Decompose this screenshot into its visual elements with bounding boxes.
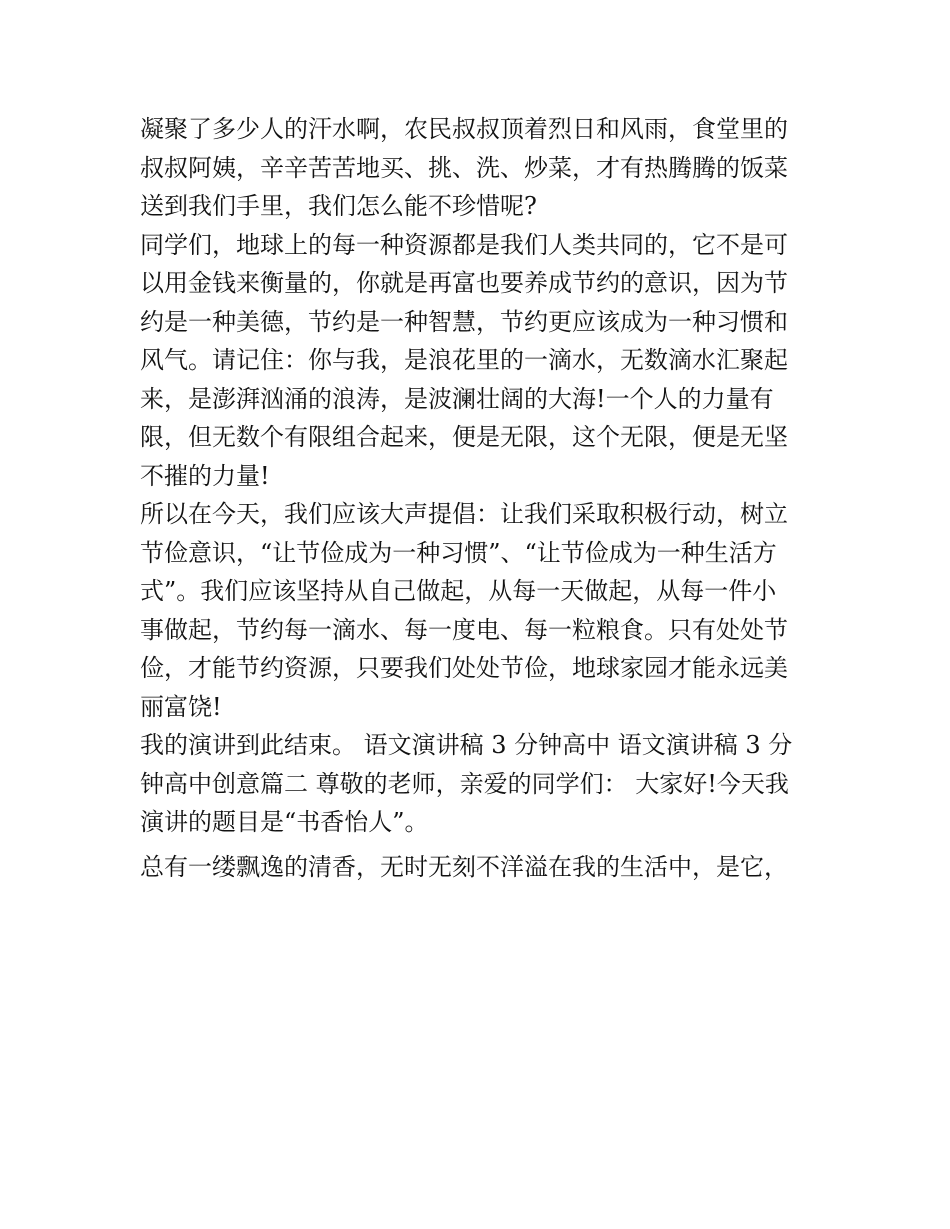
text-line: 风气。请记住：你与我，是浪花里的一滴水，无数滴水汇聚起 — [140, 346, 788, 374]
text-line: 钟高中创意篇二 尊敬的老师，亲爱的同学们： 大家好!今天我 — [140, 769, 789, 798]
text-line: 来，是澎湃汹涌的浪涛，是波澜壮阔的大海!一个人的力量有 — [140, 384, 774, 413]
text-line: 以用金钱来衡量的，你就是再富也要养成节约的意识，因为节 — [140, 269, 788, 297]
text-line: 所以在今天，我们应该大声提倡：让我们采取积极行动，树立 — [140, 500, 788, 528]
text-line: 我的演讲到此结束。 语文演讲稿 3 分钟高中 语文演讲稿 3 分 — [140, 731, 793, 759]
text-line: 节俭意识，“让节俭成为一种习惯”、“让节俭成为一种生活方 — [140, 538, 777, 567]
text-line: 叔叔阿姨，辛辛苦苦地买、挑、洗、炒菜，才有热腾腾的饭菜 — [140, 153, 788, 182]
text-line: 约是一种美德，节约是一种智慧，节约更应该成为一种习惯和 — [140, 307, 788, 336]
text-line: 演讲的题目是“书香怡人”。 — [140, 808, 429, 836]
text-line: 同学们，地球上的每一种资源都是我们人类共同的，它不是可 — [140, 230, 788, 259]
text-line: 总有一缕飘逸的清香，无时无刻不洋溢在我的生活中，是它， — [140, 852, 788, 881]
text-line: 限，但无数个有限组合起来，便是无限，这个无限，便是无坚 — [140, 423, 788, 451]
text-line: 事做起，节约每一滴水、每一度电、每一粒粮食。只有处处节 — [140, 615, 788, 644]
text-line: 式”。我们应该坚持从自己做起，从每一天做起，从每一件小 — [140, 577, 777, 605]
text-line: 丽富饶! — [140, 692, 222, 721]
text-line: 送到我们手里，我们怎么能不珍惜呢? — [140, 192, 537, 220]
text-line: 凝聚了多少人的汗水啊，农民叔叔顶着烈日和风雨，食堂里的 — [140, 115, 788, 143]
document-body — [140, 110, 812, 886]
text-line: 俭，才能节约资源，只要我们处处节俭，地球家园才能永远美 — [140, 654, 788, 682]
text-line: 不摧的力量! — [140, 461, 270, 490]
